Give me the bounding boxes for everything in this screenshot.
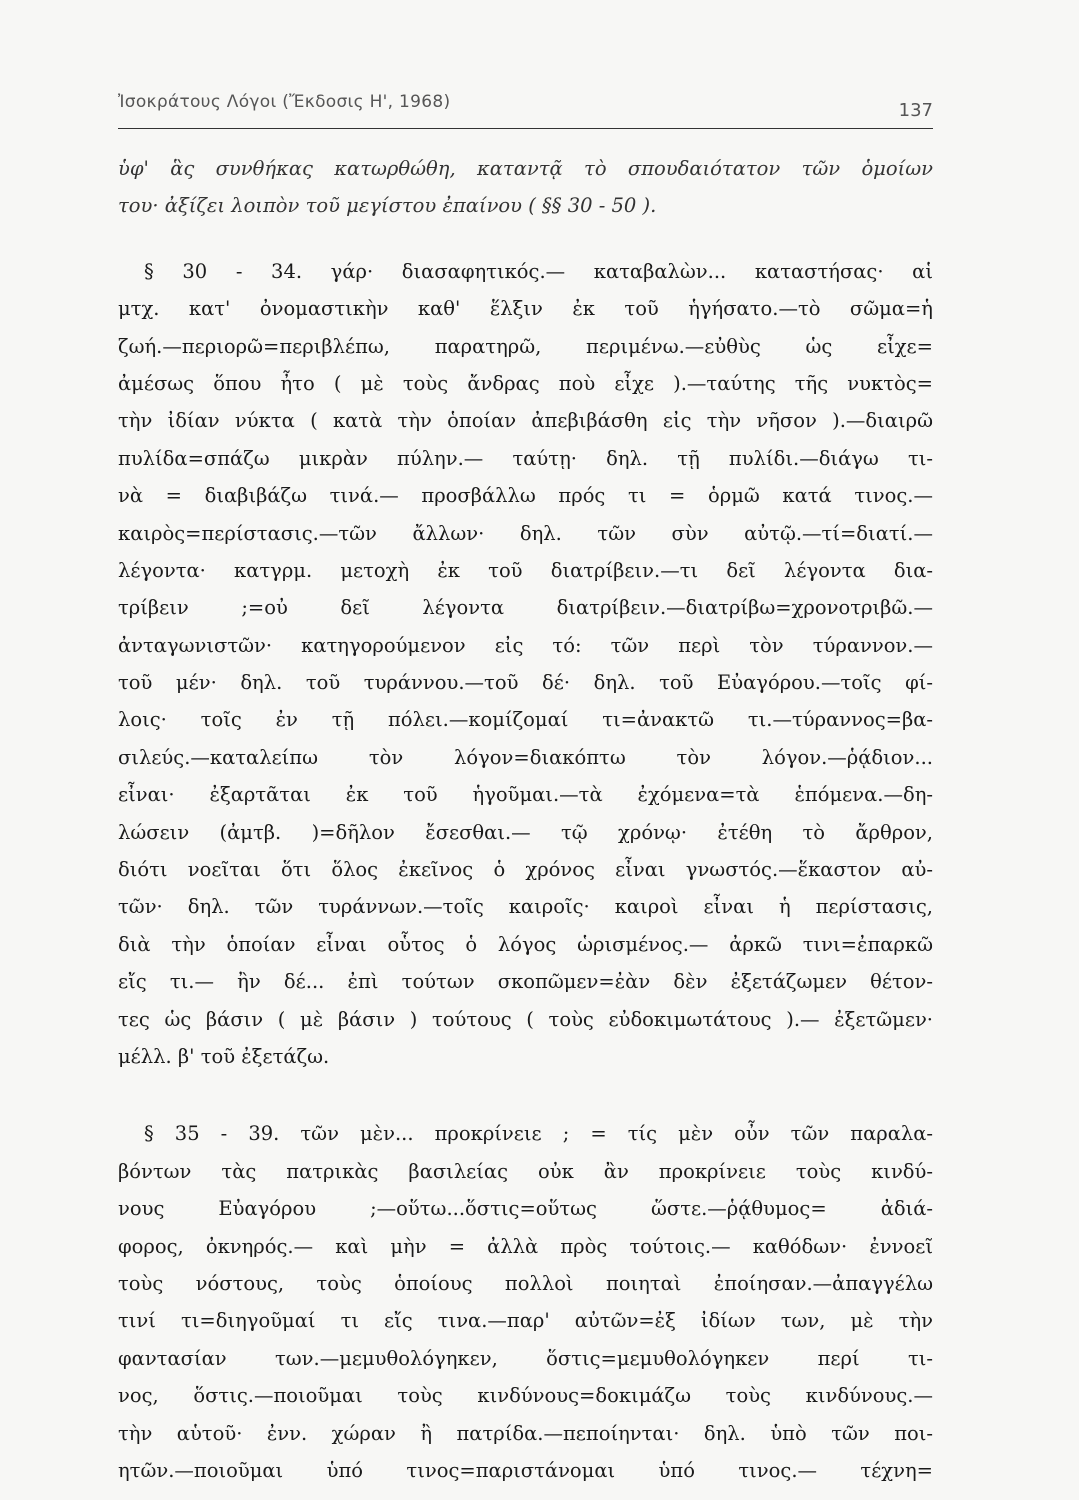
text-line: νους Εὐαγόρου ;—οὕτω...ὅστις=οὕτως ὥστε.—ῥᾴθυμος= ἀδιά- <box>118 1197 933 1221</box>
text-line: διὰ τὴν ὁποίαν εἶναι οὗτος ὁ λόγος ὡρισμένος.— ἀρκῶ τινι=ἐπαρκῶ <box>118 932 933 956</box>
text-line: πυλίδα=σπάζω μικρὰν πύλην.— ταύτῃ· δηλ. τῇ πυλίδι.—διάγω τι- <box>118 446 933 470</box>
text-line: § 30 - 34. γάρ· διασαφητικός.— καταβαλὼν... καταστήσας· αἱ <box>144 259 933 283</box>
text-line: ἀνταγωνιστῶν· κατηγορούμενον εἰς τό: τῶν περὶ τὸν τύραννον.— <box>118 633 933 657</box>
text-line: τοὺς νόστους, τοὺς ὁποίους πολλοὶ ποιηταὶ ἐποίησαν.—ἀπαγγέλω <box>118 1271 933 1295</box>
text-line: φορος, ὀκνηρός.— καὶ μὴν = ἀλλὰ πρὸς τούτοις.— καθόδων· ἐννοεῖ <box>118 1234 933 1258</box>
text-line: § 35 - 39. τῶν μὲν... προκρίνειε ; = τίς μὲν οὖν τῶν παραλα- <box>144 1122 933 1146</box>
text-line: τὴν αὑτοῦ· ἐνν. χώραν ἢ πατρίδα.—πεποίηνται· δηλ. ὑπὸ τῶν ποι- <box>118 1421 933 1445</box>
text-line: λώσειν (ἀμτβ. )=δῆλον ἔσεσθαι.— τῷ χρόνῳ· ἐτέθη τὸ ἄρθρον, <box>118 820 933 844</box>
text-line: φαντασίαν των.—μεμυθολόγηκεν, ὅστις=μεμυθολόγηκεν περί τι- <box>118 1346 933 1370</box>
text-line: σιλεύς.—καταλείπω τὸν λόγον=διακόπτω τὸν λόγον.—ῥᾴδιον... <box>118 745 933 769</box>
text-line: τινί τι=διηγοῦμαί τι εἴς τινα.—παρ' αὐτῶν=ἐξ ἰδίων των, μὲ τὴν <box>118 1309 933 1333</box>
text-line: εἶναι· ἐξαρτᾶται ἐκ τοῦ ἡγοῦμαι.—τὰ ἐχόμενα=τὰ ἑπόμενα.—δη- <box>118 783 933 807</box>
text-line: τρίβειν ;=οὐ δεῖ λέγοντα διατρίβειν.—διατρίβω=χρονοτριβῶ.— <box>118 596 933 620</box>
text-line: τες ὡς βάσιν ( μὲ βάσιν ) τούτους ( τοὺς εὐδοκιμωτάτους ).— ἐξετῶμεν· <box>118 1007 933 1031</box>
header-title: Ἰσοκράτους Λόγοι (Ἔκδοσις Η', 1968) <box>118 92 451 112</box>
text-line: του· ἀξίζει λοιπὸν τοῦ μεγίστου ἐπαίνου ( §§ 30 - 50 ). <box>118 194 657 218</box>
text-line: μέλλ. β' τοῦ ἐξετάζω. <box>118 1044 330 1068</box>
page-number: 137 <box>898 100 933 121</box>
running-header <box>118 88 933 129</box>
text-line: διότι νοεῖται ὅτι ὅλος ἐκεῖνος ὁ χρόνος εἶναι γνωστός.—ἕκαστον αὐ- <box>118 858 933 882</box>
text-line: ἀμέσως ὅπου ἦτο ( μὲ τοὺς ἄνδρας ποὺ εἶχε ).—ταύτης τῆς νυκτὸς= <box>118 371 933 395</box>
text-line: ητῶν.—ποιοῦμαι ὑπό τινος=παριστάνομαι ὑπό τινος.— τέχνη= <box>118 1458 933 1482</box>
text-line: ὑφ' ἃς συνθήκας κατωρθώθη, καταντᾷ τὸ σπουδαιότατον τῶν ὁμοίων <box>118 157 933 180</box>
text-line: τοῦ μέν· δηλ. τοῦ τυράννου.—τοῦ δέ· δηλ. τοῦ Εὐαγόρου.—τοῖς φί- <box>118 671 933 695</box>
text-line: τῶν· δηλ. τῶν τυράννων.—τοῖς καιροῖς· καιροὶ εἶναι ἡ περίστασις, <box>118 895 933 919</box>
commentary-body <box>118 150 933 1489</box>
text-line: καιρὸς=περίστασις.—τῶν ἄλλων· δηλ. τῶν σὺν αὐτῷ.—τί=διατί.— <box>118 521 933 545</box>
text-line: λοις· τοῖς ἐν τῇ πόλει.—κομίζομαί τι=ἀνακτῶ τι.—τύραννος=βα- <box>118 708 933 732</box>
text-line: ζωή.—περιορῶ=περιβλέπω, παρατηρῶ, περιμένω.—εὐθὺς ὡς εἶχε= <box>118 334 933 358</box>
text-line: τὴν ἰδίαν νύκτα ( κατὰ τὴν ὁποίαν ἀπεβιβάσθη εἰς τὴν νῆσον ).—διαιρῶ <box>118 409 933 433</box>
text-line: μτχ. κατ' ὀνομαστικὴν καθ' ἕλξιν ἐκ τοῦ ἡγήσατο.—τὸ σῶμα=ἡ <box>118 297 933 321</box>
text-line: βόντων τὰς πατρικὰς βασιλείας οὐκ ἂν προκρίνειε τοὺς κινδύ- <box>118 1159 933 1183</box>
text-line: νὰ = διαβιβάζω τινά.— προσβάλλω πρός τι = ὁρμῶ κατά τινος.— <box>118 484 933 508</box>
text-line: λέγοντα· κατγρμ. μετοχὴ ἐκ τοῦ διατρίβειν.—τι δεῖ λέγοντα δια- <box>118 558 933 582</box>
text-line: εἴς τι.— ἢν δέ... ἐπὶ τούτων σκοπῶμεν=ἐὰν δὲν ἐξετάζωμεν θέτον- <box>118 970 933 994</box>
text-line: νος, ὅστις.—ποιοῦμαι τοὺς κινδύνους=δοκιμάζω τοὺς κινδύνους.— <box>118 1384 933 1408</box>
